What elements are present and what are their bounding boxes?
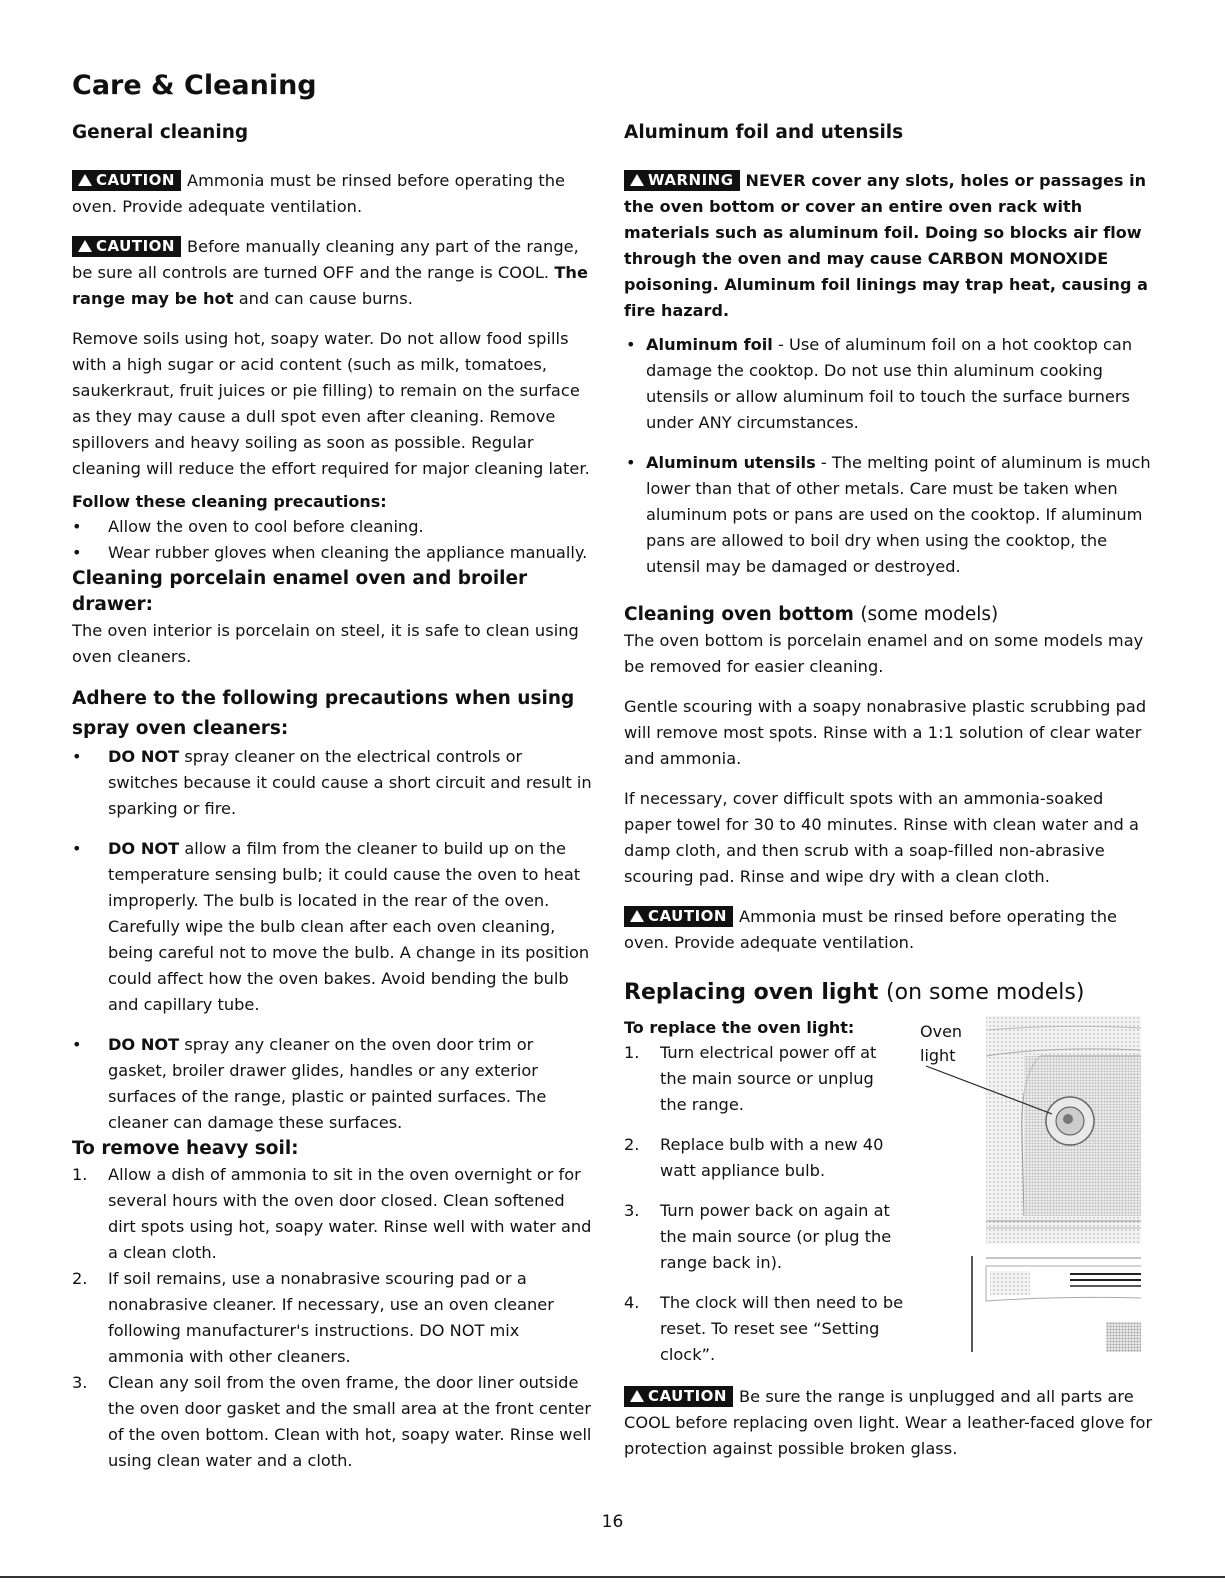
list-item: • DO NOT spray any cleaner on the oven door trim or gasket, broiler drawer glides, handles or any exterior surfaces of the range, plastic or painted surfaces. The cleaner can damage these surfaces. [72,1032,592,1136]
oven-bottom-paragraph-2: Gentle scouring with a soapy nonabrasive plastic scrubbing pad will remove most spots. Rinse with a 1:1 solution of clear water and ammonia. [624,697,1147,768]
oven-bottom-heading: Cleaning oven bottom (some models) [624,604,999,625]
oven-light-label: Oven light [920,1022,963,1065]
caution-badge: CAUTION [72,236,181,257]
oven-interior-illustration [920,1016,1150,1356]
precautions-heading: Follow these cleaning precautions: [72,492,387,511]
caution-ammonia-note-2: CAUTION Ammonia must be rinsed before operating the oven. Provide adequate ventilation. [624,907,1118,952]
list-item: • Aluminum foil - Use of aluminum foil on a hot cooktop can damage the cooktop. Do not use thin aluminum cooking utensils or allow aluminum foil to touch the surface burners under ANY circumstances. [624,332,1154,436]
caution-badge: CAUTION [624,1386,733,1407]
warning-triangle-icon [630,1390,644,1402]
list-item: • Allow the oven to cool before cleaning. [72,514,592,540]
caution-badge: CAUTION [72,170,181,191]
warning-triangle-icon [630,174,644,186]
oven-light-figure [920,1016,1150,1356]
list-item: 3. Turn power back on again at the main source (or plug the range back in). [624,1201,892,1272]
list-item: 2. Replace bulb with a new 40 watt appliance bulb. [624,1135,884,1180]
page-number: 16 [601,1512,624,1532]
soils-paragraph: Remove soils using hot, soapy water. Do not allow food spills with a high sugar or acid content (such as milk, tomatoes, saukerkraut, fruit juices or pie filling) to remain on the surface as they may cause a dull spot even after cleaning. Remove spillovers and heavy soiling as soon as possible. Regular cleaning will reduce the effort required for major cleaning later. [72,329,590,478]
caution-oven-light-note: CAUTION Be sure the range is unplugged and all parts are COOL before replacing oven light. Wear a leather-faced glove for protection against possible broken glass. [624,1387,1153,1458]
list-item: • Aluminum utensils - The melting point of aluminum is much lower than that of other metals. Care must be taken when aluminum pots or pans are used on the cooktop. If aluminum pans are allowed to boil dry when using the cooktop, the utensil may be damaged or destroyed. [624,450,1154,580]
bottom-rule [0,1576,1225,1578]
aluminum-list [624,332,1154,580]
general-cleaning-heading: General cleaning [72,122,249,143]
caution-badge: CAUTION [624,906,733,927]
aluminum-foil-heading: Aluminum foil and utensils [624,122,904,143]
caution-ammonia-note: CAUTION Ammonia must be rinsed before operating the oven. Provide adequate ventilation. [72,171,566,216]
oven-light-steps [624,1016,904,1382]
oven-light-section [624,1016,1154,1376]
left-column [72,120,592,1474]
warning-triangle-icon [630,910,644,922]
list-item: • Wear rubber gloves when cleaning the appliance manually. [72,540,592,566]
porcelain-heading: Cleaning porcelain enamel oven and broiler drawer: [72,568,528,615]
spray-precautions-list [72,744,592,1136]
list-item: 2. If soil remains, use a nonabrasive scouring pad or a nonabrasive cleaner. If necessary, use an oven cleaner following manufacturer's instructions. DO NOT mix ammonia with other cleaners. [72,1269,554,1366]
list-item: 1. Turn electrical power off at the main source or unplug the range. [624,1043,877,1114]
list-item: • DO NOT allow a film from the cleaner to build up on the temperature sensing bulb; it could cause the oven to heat improperly. The bulb is located in the rear of the oven. Carefully wipe the bulb clean after each oven cleaning, being careful not to move the bulb. A change in its position could affect how the oven bakes. Avoid bending the bulb and capillary tube. [72,836,592,1018]
warning-triangle-icon [78,174,92,186]
replace-light-subheading: To replace the oven light: [624,1018,855,1037]
list-item: 1. Allow a dish of ammonia to sit in the oven overnight or for several hours with the oven door closed. Clean softened dirt spots using hot, soapy water. Rinse well with water and a clean cloth. [72,1165,592,1262]
precautions-list [72,514,592,566]
heavy-soil-heading: To remove heavy soil: [72,1138,299,1159]
list-item: • DO NOT spray cleaner on the electrical controls or switches because it could cause a short circuit and result in sparking or fire. [72,744,592,822]
oven-bottom-paragraph-1: The oven bottom is porcelain enamel and on some models may be removed for easier cleaning. [624,631,1144,676]
right-column [624,120,1154,1462]
oven-light-heading: Replacing oven light (on some models) [624,980,1085,1005]
caution-manual-cleaning-note: CAUTION Before manually cleaning any part of the range, be sure all controls are turned OFF and the range is COOL. The range may be hot and can cause burns. [72,237,589,308]
list-item: 4. The clock will then need to be reset. To reset see “Setting clock”. [624,1293,904,1364]
page-title: Care & Cleaning [72,70,317,101]
spray-cleaners-heading: Adhere to the following precautions when using spray oven cleaners: [72,688,575,739]
warning-triangle-icon [78,240,92,252]
warning-badge: WARNING [624,170,740,191]
porcelain-paragraph: The oven interior is porcelain on steel, it is safe to clean using oven cleaners. [72,621,579,666]
list-item: 3. Clean any soil from the oven frame, the door liner outside the oven door gasket and the small area at the front center of the oven bottom. Clean with hot, soapy water. Rinse well using clean water and a cloth. [72,1373,592,1470]
warning-carbon-monoxide-note: WARNING NEVER cover any slots, holes or passages in the oven bottom or cover an entire oven rack with materials such as aluminum foil. Doing so blocks air flow through the oven and may cause CARBON MONOXIDE poisoning. Aluminum foil linings may trap heat, causing a fire hazard. [624,171,1148,320]
oven-bottom-paragraph-3: If necessary, cover difficult spots with an ammonia-soaked paper towel for 30 to 40 minutes. Rinse with clean water and a damp cloth, and then scrub with a soap-filled non-abrasive scouring pad. Rinse and wipe dry with a clean cloth. [624,789,1140,886]
heavy-soil-steps [72,1162,592,1474]
